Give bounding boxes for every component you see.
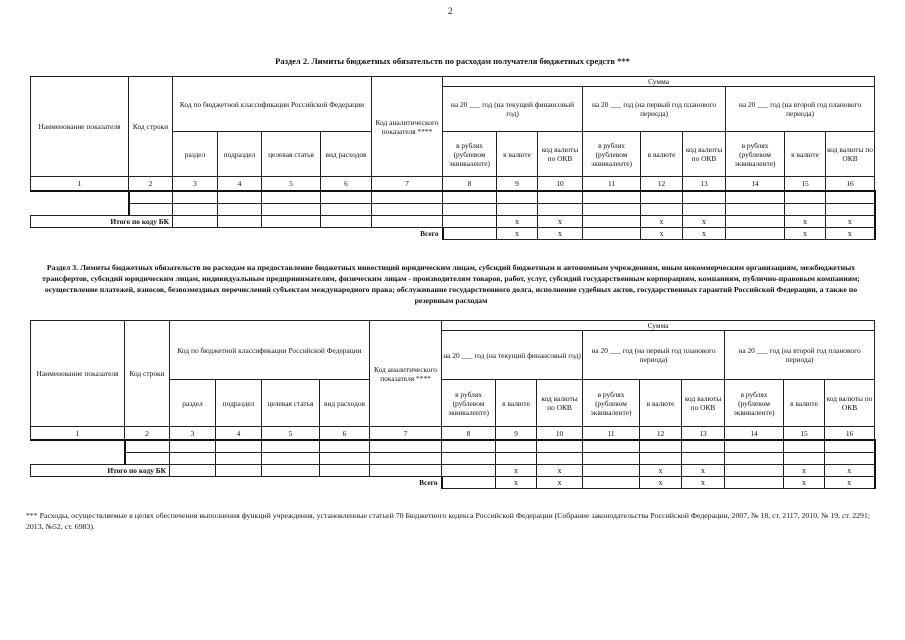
header-bk-code: Код по бюджетной классификации Российской Федерации: [173, 77, 372, 132]
x-mark: x: [825, 465, 875, 477]
header-okv: код валюты по ОКВ: [825, 380, 875, 427]
empty-cell: [320, 453, 370, 465]
empty-cell: [372, 216, 443, 228]
empty-cell: [443, 228, 497, 240]
header-vid: вид расходов: [320, 380, 370, 427]
empty-cell: [173, 191, 218, 204]
empty-cell: [370, 440, 442, 453]
empty-cell: [583, 191, 641, 204]
empty-cell: [320, 465, 370, 477]
column-number: 6: [320, 427, 370, 441]
empty-cell: [826, 191, 875, 204]
header-podrazdel: подраздел: [216, 380, 262, 427]
empty-cell: [442, 440, 496, 453]
section3-title: Раздел 3. Лимиты бюджетных обязательств по расходам на предоставление бюджетных инвестиций юридическим лицам, субсидий бюджетным и автономным учреждениям, иным некоммерческим организациям, межбюджетных трансфертов, субсидий юридическим лицам, индивидуальным предпринимателям, физическим лицам - производителям товаров, работ, услуг, субсидий государственным корпорациям, компаниям, публично-правовым компаниям; осуществление платежей, взносов, безвозмездных перечислений субъектам международного права; обслуживание государственного долга, исполнение судебных актов, государственных гарантий Российской Федерации, а также по резервным расходам: [42, 263, 860, 305]
x-mark: x: [784, 465, 825, 477]
empty-cell: [442, 465, 496, 477]
header-okv: код валюты по ОКВ: [537, 380, 583, 427]
header-year-second: на 20 ___ год (на второй год планового периода): [726, 87, 875, 132]
empty-cell: [537, 440, 583, 453]
empty-cell: [825, 453, 875, 465]
empty-cell: [640, 453, 682, 465]
empty-cell: [372, 204, 443, 216]
x-mark: x: [640, 465, 682, 477]
empty-cell: [262, 204, 321, 216]
column-number: 7: [370, 427, 442, 441]
column-number: 14: [726, 177, 785, 192]
empty-cell: [443, 216, 497, 228]
header-year-current: на 20 ___ год (на текущий финансовый год): [442, 331, 583, 380]
header-okv: код валюты по ОКВ: [538, 132, 583, 177]
header-val: в валюте: [784, 380, 825, 427]
x-mark: x: [683, 216, 726, 228]
column-number: 9: [497, 177, 538, 192]
empty-cell: [321, 216, 372, 228]
column-number: 10: [538, 177, 583, 192]
empty-cell: [726, 191, 785, 204]
x-mark: x: [496, 465, 537, 477]
empty-cell: [682, 453, 725, 465]
empty-cell: [262, 465, 320, 477]
x-mark: x: [537, 477, 583, 489]
header-row-code: Код строки: [129, 77, 173, 177]
empty-cell: [725, 465, 784, 477]
total-row: [31, 228, 875, 240]
x-mark: x: [497, 228, 538, 240]
column-number: 6: [321, 177, 372, 192]
empty-cell: [583, 477, 640, 489]
header-okv: код валюты по ОКВ: [683, 132, 726, 177]
empty-cell: [442, 477, 496, 489]
total-bk-row: [31, 465, 875, 477]
page-number: 2: [448, 6, 453, 16]
empty-cell: [784, 440, 825, 453]
empty-cell: [640, 440, 682, 453]
empty-cell: [825, 440, 875, 453]
empty-cell: [262, 191, 321, 204]
empty-cell: [443, 204, 497, 216]
column-number: 10: [537, 427, 583, 441]
empty-cell: [321, 191, 372, 204]
header-row: [31, 321, 875, 331]
column-number: 15: [784, 427, 825, 441]
section2-table: [30, 76, 876, 240]
x-mark: x: [785, 216, 826, 228]
column-number: 5: [262, 177, 321, 192]
header-rub: в рублях (рублевом эквиваленте): [726, 132, 785, 177]
header-name: Наименование показателя: [31, 77, 129, 177]
empty-cell: [583, 216, 641, 228]
column-number: 8: [442, 427, 496, 441]
header-okv: код валюты по ОКВ: [682, 380, 725, 427]
empty-cell: [170, 453, 216, 465]
column-number: 5: [262, 427, 320, 441]
empty-cell: [372, 191, 443, 204]
empty-cell: [173, 204, 218, 216]
x-mark: x: [683, 228, 726, 240]
column-number: 14: [725, 427, 784, 441]
column-number: 4: [216, 427, 262, 441]
header-analytic-code: Код аналитического показателя ****: [372, 77, 443, 177]
total-bk-row: [31, 216, 875, 228]
column-number: 2: [129, 177, 173, 192]
total-row: [31, 477, 875, 489]
header-bk-code: Код по бюджетной классификации Российской Федерации: [170, 321, 370, 380]
x-mark: x: [826, 216, 875, 228]
header-val: в валюте: [497, 132, 538, 177]
data-row: [31, 204, 875, 216]
empty-cell: [320, 440, 370, 453]
column-number: 16: [826, 177, 875, 192]
column-number: 15: [785, 177, 826, 192]
empty-cell: [683, 191, 726, 204]
empty-cell: [218, 191, 262, 204]
empty-cell: [125, 453, 170, 465]
empty-cell: [31, 191, 129, 204]
empty-cell: [442, 453, 496, 465]
empty-cell: [31, 440, 125, 453]
empty-cell: [496, 440, 537, 453]
header-rub: в рублях (рублевом эквиваленте): [583, 380, 640, 427]
header-rows: [31, 77, 875, 240]
data-row: [31, 440, 875, 453]
header-razdel: раздел: [173, 132, 218, 177]
empty-cell: [31, 204, 129, 216]
empty-cell: [784, 453, 825, 465]
column-number: 2: [125, 427, 170, 441]
empty-cell: [216, 453, 262, 465]
x-mark: x: [784, 477, 825, 489]
empty-cell: [129, 191, 173, 204]
x-mark: x: [538, 228, 583, 240]
column-number: 12: [640, 427, 682, 441]
empty-cell: [370, 453, 442, 465]
empty-cell: [726, 216, 785, 228]
header-sum: Сумма: [442, 321, 875, 331]
x-mark: x: [497, 216, 538, 228]
header-val: в валюте: [641, 132, 683, 177]
empty-cell: [496, 453, 537, 465]
header-row: [31, 77, 875, 87]
column-number: 8: [443, 177, 497, 192]
empty-cell: [641, 191, 683, 204]
header-rub: в рублях (рублевом эквиваленте): [583, 132, 641, 177]
header-year-first: на 20 ___ год (на первый год планового периода): [583, 87, 726, 132]
column-number: 13: [683, 177, 726, 192]
x-mark: x: [496, 477, 537, 489]
empty-cell: [583, 453, 640, 465]
total-bk-label: Итого по коду БК: [31, 465, 170, 477]
empty-cell: [170, 440, 216, 453]
empty-cell: [538, 191, 583, 204]
empty-cell: [170, 465, 216, 477]
empty-cell: [262, 453, 320, 465]
header-cel: целевая статья: [262, 132, 321, 177]
column-number: 11: [583, 177, 641, 192]
x-mark: x: [538, 216, 583, 228]
empty-cell: [725, 440, 784, 453]
empty-cell: [583, 228, 641, 240]
empty-cell: [726, 228, 785, 240]
x-mark: x: [537, 465, 583, 477]
header-rub: в рублях (рублевом эквиваленте): [725, 380, 784, 427]
header-row-code: Код строки: [125, 321, 170, 427]
empty-cell: [443, 191, 497, 204]
column-number: 3: [170, 427, 216, 441]
empty-cell: [370, 465, 442, 477]
x-mark: x: [682, 477, 725, 489]
x-mark: x: [640, 477, 682, 489]
empty-cell: [31, 453, 125, 465]
empty-cell: [216, 440, 262, 453]
empty-cell: [497, 204, 538, 216]
empty-cell: [129, 204, 173, 216]
total-bk-label: Итого по коду БК: [31, 216, 173, 228]
empty-cell: [641, 204, 683, 216]
empty-cell: [538, 204, 583, 216]
header-rub: в рублях (рублевом эквиваленте): [442, 380, 496, 427]
header-rub: в рублях (рублевом эквиваленте): [443, 132, 497, 177]
data-row: [31, 191, 875, 204]
header-podrazdel: подраздел: [218, 132, 262, 177]
column-number: 4: [218, 177, 262, 192]
empty-cell: [785, 191, 826, 204]
data-row: [31, 453, 875, 465]
header-year-second: на 20 ___ год (на второй год планового периода): [725, 331, 875, 380]
empty-cell: [537, 453, 583, 465]
empty-cell: [583, 204, 641, 216]
empty-cell: [683, 204, 726, 216]
column-number: 7: [372, 177, 443, 192]
empty-cell: [262, 216, 321, 228]
x-mark: x: [825, 477, 875, 489]
empty-cell: [725, 477, 784, 489]
header-year-first: на 20 ___ год (на первый год планового периода): [583, 331, 725, 380]
header-year-current: на 20 ___ год (на текущий финансовый год): [443, 87, 583, 132]
total-label: Всего: [419, 478, 438, 487]
section2-title: Раздел 2. Лимиты бюджетных обязательств по расходам получателя бюджетных средств ***: [275, 56, 630, 66]
section3-table: [30, 320, 876, 489]
header-val: в валюте: [640, 380, 682, 427]
empty-cell: [497, 191, 538, 204]
footnote: *** Расходы, осуществляемые в целях обеспечения выполнения функций учреждения, установленные статьей 70 Бюджетного кодекса Российской Федерации (Собрание законодательства Российской Федерации, 2007, № 18, ст. 2117, 2010, № 19, ст. 2291; 2013, №52, ст. 6983).: [26, 511, 871, 531]
empty-cell: [726, 204, 785, 216]
column-number: 12: [641, 177, 683, 192]
empty-cell: [262, 440, 320, 453]
header-cel: целевая статья: [262, 380, 320, 427]
column-number: 1: [31, 177, 129, 192]
total-label: Всего: [420, 229, 439, 238]
column-number-row: [31, 427, 875, 441]
empty-cell: [125, 440, 170, 453]
column-number: 9: [496, 427, 537, 441]
empty-cell: [583, 440, 640, 453]
column-number: 3: [173, 177, 218, 192]
x-mark: x: [641, 228, 683, 240]
empty-cell: [682, 440, 725, 453]
empty-cell: [173, 216, 218, 228]
empty-cell: [785, 204, 826, 216]
header-okv: код валюты по ОКВ: [826, 132, 875, 177]
header-sum: Сумма: [443, 77, 875, 87]
header-val: в валюте: [496, 380, 537, 427]
x-mark: x: [641, 216, 683, 228]
column-number: 13: [682, 427, 725, 441]
x-mark: x: [682, 465, 725, 477]
column-number-row: [31, 177, 875, 192]
empty-cell: [583, 465, 640, 477]
empty-cell: [218, 216, 262, 228]
x-mark: x: [785, 228, 826, 240]
empty-cell: [216, 465, 262, 477]
header-razdel: раздел: [170, 380, 216, 427]
header-rows: [31, 321, 875, 489]
empty-cell: [826, 204, 875, 216]
column-number: 11: [583, 427, 640, 441]
header-val: в валюте: [785, 132, 826, 177]
empty-cell: [725, 453, 784, 465]
empty-cell: [321, 204, 372, 216]
empty-cell: [218, 204, 262, 216]
header-analytic-code: Код аналитического показателя ****: [370, 321, 442, 427]
column-number: 1: [31, 427, 125, 441]
header-name: Наименование показателя: [31, 321, 125, 427]
header-vid: вид расходов: [321, 132, 372, 177]
column-number: 16: [825, 427, 875, 441]
x-mark: x: [826, 228, 875, 240]
